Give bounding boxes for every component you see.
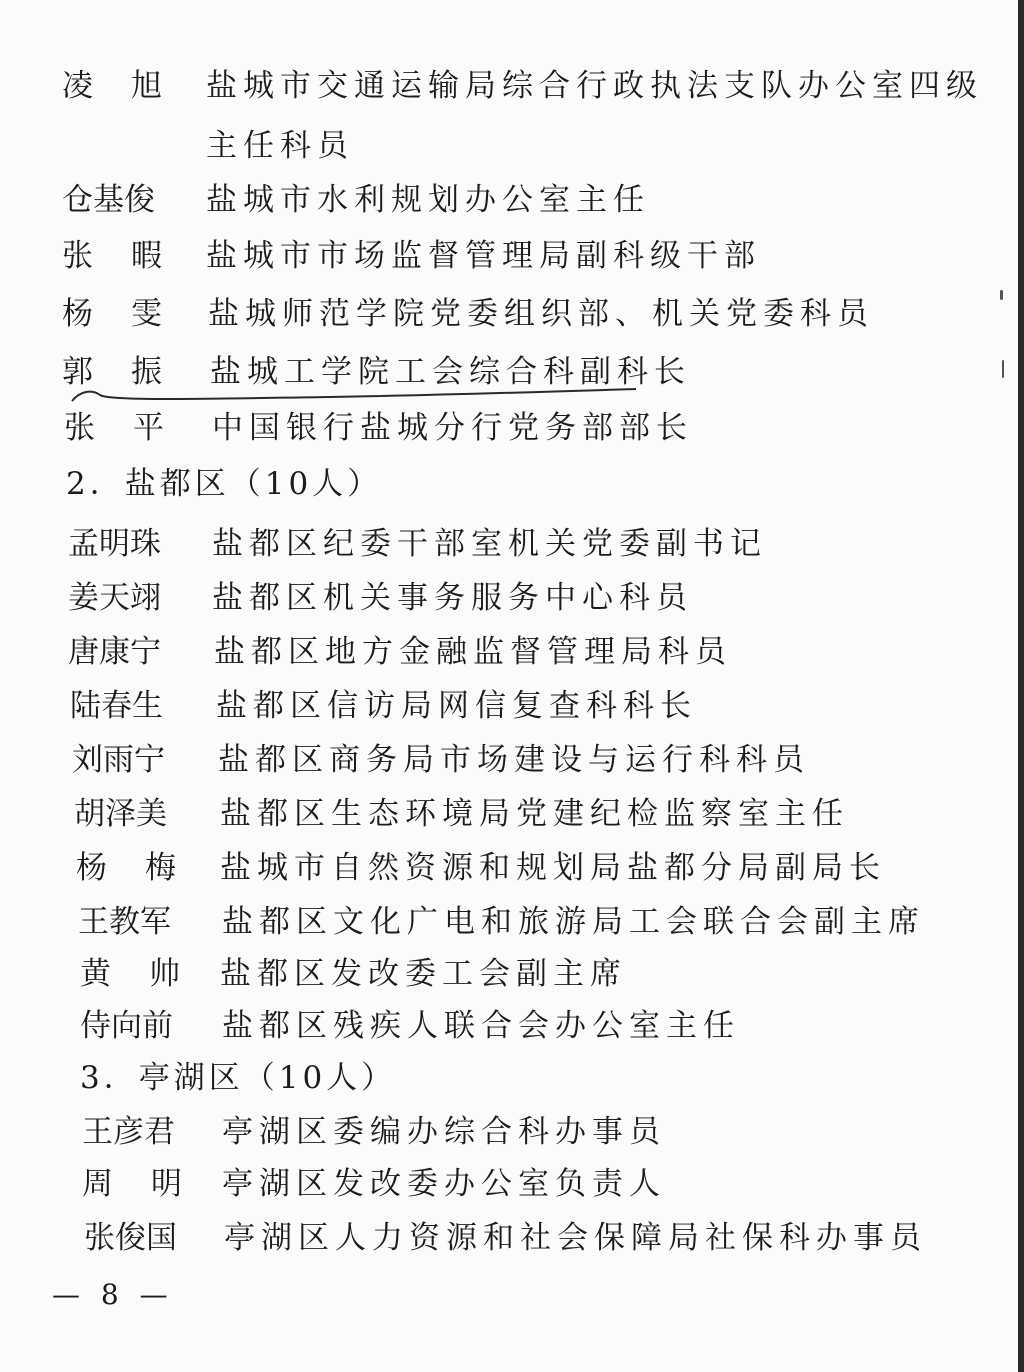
list-item — [74, 788, 849, 832]
person-title: 盐都区纪委干部室机关党委副书记 — [212, 525, 767, 562]
person-name: 王彦君 — [82, 1113, 175, 1150]
list-item — [64, 402, 693, 446]
list-item — [62, 230, 761, 274]
person-name: 姜天翊 — [68, 579, 161, 616]
person-title: 亭湖区发改委办公室负责人 — [222, 1165, 666, 1202]
person-title: 盐城市水利规划办公室主任 — [206, 181, 650, 218]
person-name: 郭振 — [62, 353, 200, 390]
person-title: 中国银行盐城分行党务部部长 — [212, 409, 693, 446]
list-item — [80, 1000, 740, 1044]
person-name: 侍向前 — [80, 1007, 173, 1044]
person-name: 凌旭 — [62, 67, 200, 104]
list-item — [80, 948, 627, 992]
list-item — [84, 1212, 927, 1256]
list-item — [62, 346, 691, 390]
person-name: 孟明珠 — [68, 525, 161, 562]
list-item — [72, 734, 810, 778]
person-name: 张暇 — [62, 237, 200, 274]
person-title: 盐都区文化广电和旅游局工会联合会副主席 — [222, 903, 925, 940]
person-title: 盐城市市场监督管理局副科级干部 — [206, 237, 761, 274]
scan-edge — [1018, 0, 1024, 1372]
list-item-continuation — [206, 120, 354, 164]
page-number: — 8 — — [52, 1278, 174, 1311]
list-item — [62, 288, 874, 332]
list-item — [82, 1158, 666, 1202]
person-title-continuation: 主任科员 — [206, 127, 354, 164]
list-item — [76, 842, 886, 886]
section-heading: 2．盐都区（10人） — [66, 465, 383, 502]
list-item — [68, 626, 732, 670]
person-title: 盐都区残疾人联合会办公室主任 — [222, 1007, 740, 1044]
list-item — [82, 1106, 666, 1150]
person-name: 唐康宁 — [68, 633, 161, 670]
person-name: 胡泽美 — [74, 795, 167, 832]
person-name: 杨梅 — [76, 849, 214, 886]
list-item — [62, 174, 650, 218]
scan-speck — [1000, 290, 1003, 300]
person-name: 张平 — [64, 409, 202, 446]
person-title: 盐都区信访局网信复查科科长 — [216, 687, 697, 724]
person-name: 王教军 — [78, 903, 171, 940]
person-name: 陆春生 — [70, 687, 163, 724]
person-title: 盐城市自然资源和规划局盐都分局副局长 — [220, 849, 886, 886]
person-title: 盐都区机关事务服务中心科员 — [212, 579, 693, 616]
person-title: 盐都区商务局市场建设与运行科科员 — [218, 741, 810, 778]
person-title: 亭湖区委编办综合科办事员 — [222, 1113, 666, 1150]
list-item — [70, 680, 697, 724]
list-item — [78, 896, 925, 940]
list-item — [68, 518, 767, 562]
person-title: 盐都区生态环境局党建纪检监察室主任 — [220, 795, 849, 832]
person-name: 周明 — [82, 1165, 220, 1202]
person-title: 盐城市交通运输局综合行政执法支队办公室四级 — [206, 67, 983, 104]
person-title: 亭湖区人力资源和社会保障局社保科办事员 — [224, 1219, 927, 1256]
person-title: 盐城工学院工会综合科副科长 — [210, 353, 691, 390]
list-item — [62, 60, 983, 104]
person-name: 张俊国 — [84, 1219, 177, 1256]
section-heading: 3．亭湖区（10人） — [80, 1059, 397, 1096]
person-title: 盐城师范学院党委组织部、机关党委科员 — [208, 295, 874, 332]
scan-speck — [1002, 360, 1004, 378]
person-title: 盐都区地方金融监督管理局科员 — [214, 633, 732, 670]
person-name: 仓基俊 — [62, 181, 155, 218]
person-name: 刘雨宁 — [72, 741, 165, 778]
person-title: 盐都区发改委工会副主席 — [220, 955, 627, 992]
person-name: 杨雯 — [62, 295, 200, 332]
person-name: 黄帅 — [80, 955, 218, 992]
list-item — [68, 572, 693, 616]
